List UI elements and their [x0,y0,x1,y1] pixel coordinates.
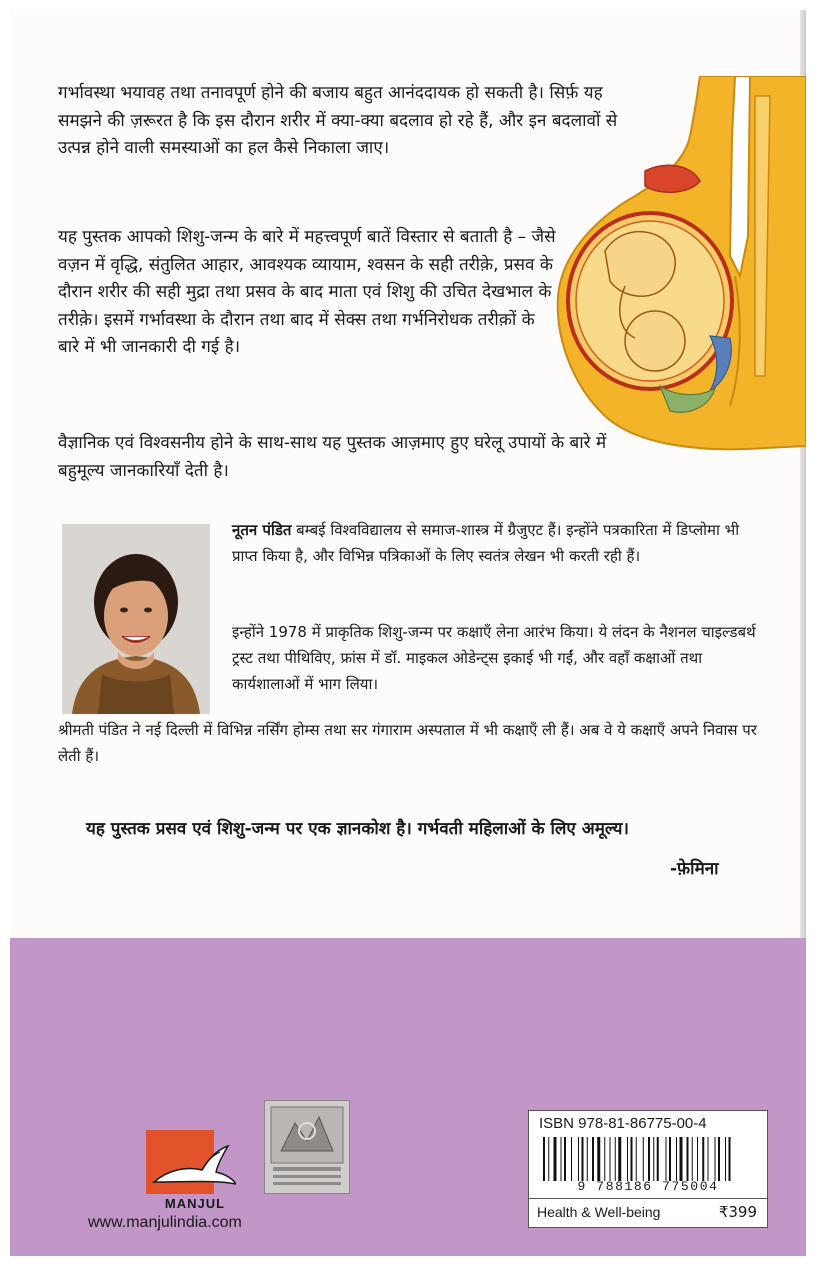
publisher-name: MANJUL [164,1196,226,1211]
author-name: नूतन पंडित [232,521,292,539]
hologram-sticker [264,1100,350,1194]
review-quote: यह पुस्तक प्रसव एवं शिशु-जन्म पर एक ज्ञानकोश है। गर्भवती महिलाओं के लिए अमूल्य। [86,819,629,839]
publisher-website[interactable]: www.manjulindia.com [88,1214,242,1231]
manjul-logo [146,1130,236,1194]
barcode-digits: 9 788186 775004 [577,1179,719,1194]
author-bio-1 [232,518,760,570]
isbn: ISBN 978-81-86775-00-4 [539,1115,707,1132]
review-source: -फ़ेमिना [670,859,719,879]
author-bio-1-text: बम्बई विश्वविद्यालय से समाज-शास्त्र में ग्रैजुएट हैं। इन्होंने पत्रकारिता में डिप्लोमा भी प्राप्त किया है, और विभिन्न पत्रिकाओं के लिए स्वतंत्र लेखन भी करती रही हैं। [232,521,740,565]
blurb-paragraph-2: यह पुस्तक आपको शिशु-जन्म के बारे में महत्त्वपूर्ण बातें विस्तार से बताती है – जैसे वज़न में वृद्धि, संतुलित आहार, आवश्यक व्यायाम, श्वसन के सही तरीक़े, प्रसव के दौरान शरीर की सही मुद्रा तथा प्रसव के बाद माता एवं शिशु की उचित देखभाल के तरीक़े। इसमें गर्भावस्था के दौरान तथा बाद में सेक्स तथा गर्भनिरोधक तरीक़ों के बारे में भी जानकारी दी गई है। [58,227,556,358]
blurb-paragraph-3: वैज्ञानिक एवं विश्वसनीय होने के साथ-साथ यह पुस्तक आज़माए हुए घरेलू उपायों के बारे में बहुमूल्य जानकारियाँ देती है। [58,433,607,481]
barcode [543,1137,753,1181]
author-bio-2: इन्होंने 1978 में प्राकृतिक शिशु-जन्म पर कक्षाएँ लेना आरंभ किया। ये लंदन के नैशनल चाइल्डबर्थ ट्रस्ट तथा पीथिविए, फ्रांस में डॉ. माइकल ओडेन्ट्स इकाई भी गईं, और वहाँ कक्षाओं तथा कार्यशालाओं में भाग लिया। [232,623,756,693]
author-bio-3: श्रीमती पंडित ने नई दिल्ली में विभिन्न नर्सिंग होम्स तथा सर गंगाराम अस्पताल में भी कक्षाएँ ली हैं। अब वे ये कक्षाएँ अपने निवास पर लेती हैं। [58,721,757,765]
book-category: Health & Well-being [537,1204,661,1220]
barcode-box [528,1110,768,1200]
pregnancy-illustration [550,76,806,452]
author-photo [62,524,210,714]
blurb-paragraph-1: गर्भावस्था भयावह तथा तनावपूर्ण होने की बजाय बहुत आनंददायक हो सकती है। सिर्फ़ यह समझने की ज़रूरत है कि इस दौरान शरीर में क्या-क्या बदलाव हो रहे हैं, और इन बदलावों से उत्पन्न होने वाली समस्याओं का हल कैसे निकाला जाए। [58,83,618,159]
price-box [528,1198,768,1228]
book-price: ₹399 [718,1203,757,1221]
book-back-cover [10,10,806,1256]
